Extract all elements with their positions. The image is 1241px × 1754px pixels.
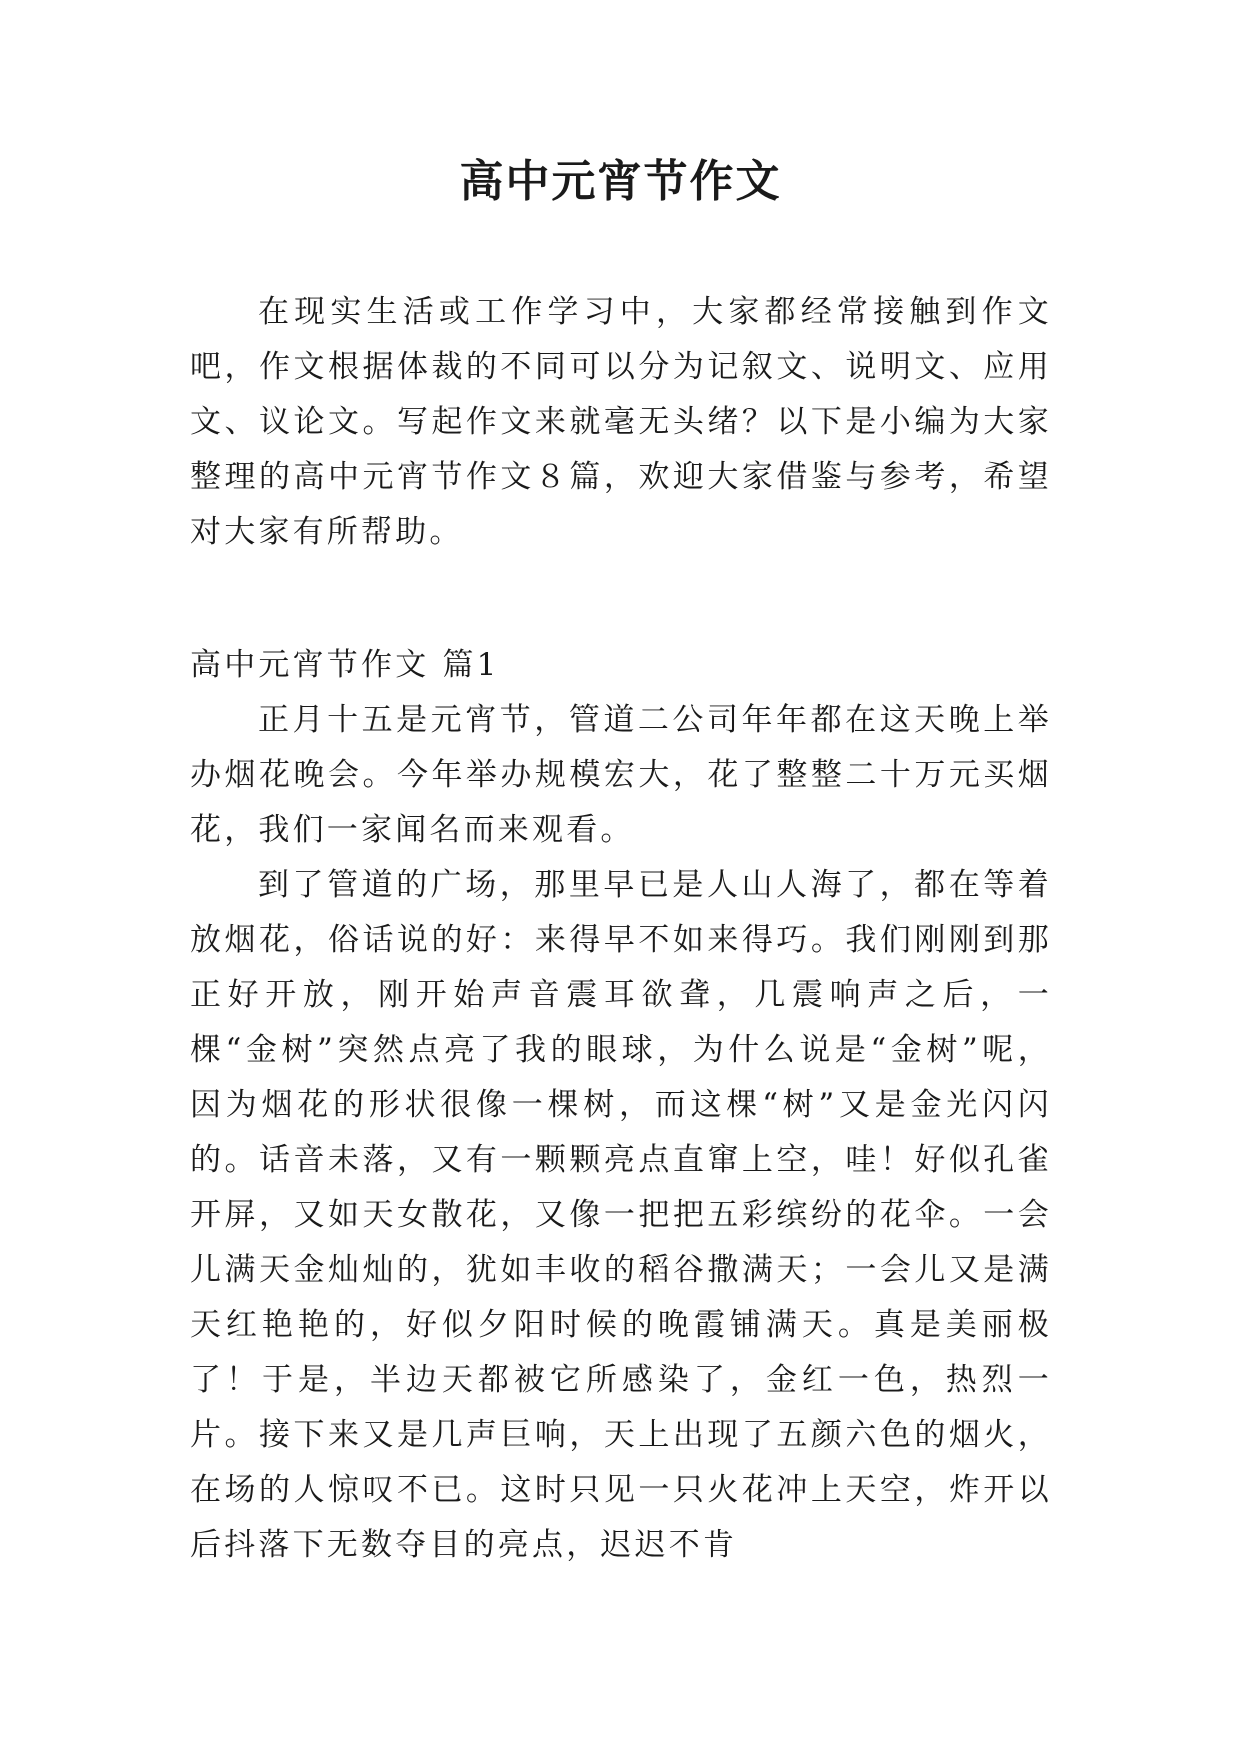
body-paragraph-1: 正月十五是元宵节，管道二公司年年都在这天晚上举办烟花晚会。今年举办规模宏大，花了整整二十万元买烟花，我们一家闻名而来观看。 [190,702,1052,848]
intro-paragraph: 在现实生活或工作学习中，大家都经常接触到作文吧，作文根据体裁的不同可以分为记叙文、说明文、应用文、议论文。写起作文来就毫无头绪？以下是小编为大家整理的高中元宵节作文８篇，欢迎大家借鉴与参考，希望对大家有所帮助。 [190,294,1052,550]
body-paragraph-2: 到了管道的广场，那里早已是人山人海了，都在等着放烟花，俗话说的好：来得早不如来得巧。我们刚刚到那正好开放，刚开始声音震耳欲聋，几震响声之后，一棵“金树”突然点亮了我的眼球，为什么说是“金树”呢，因为烟花的形状很像一棵树，而这棵“树”又是金光闪闪的。话音未落，又有一颗颗亮点直窜上空，哇！好似孔雀开屏，又如天女散花，又像一把把五彩缤纷的花伞。一会儿满天金灿灿的，犹如丰收的稻谷撒满天；一会儿又是满天红艳艳的，好似夕阳时候的晚霞铺满天。真是美丽极了！于是，半边天都被它所感染了，金红一色，热烈一片。接下来又是几声巨响，天上出现了五颜六色的烟火，在场的人惊叹不已。这时只见一只火花冲上天空，炸开以后抖落下无数夺目的亮点，迟迟不肯 [190,867,1052,1563]
document-title: 高中元宵节作文 [459,156,782,207]
document-body [190,285,1052,1573]
section-heading: 高中元宵节作文 篇1 [190,647,500,683]
